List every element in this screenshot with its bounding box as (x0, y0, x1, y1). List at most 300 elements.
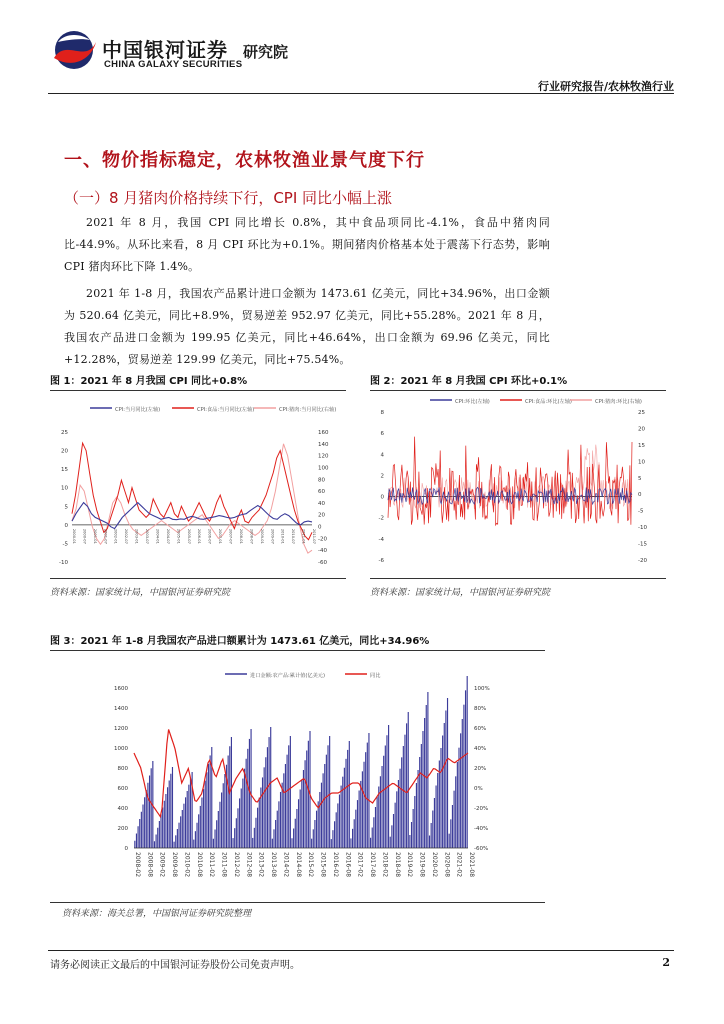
bar-import-cumulative (136, 834, 137, 849)
x-tick-label: 2000-01 (72, 528, 76, 544)
bar-import-cumulative (334, 821, 335, 848)
x-tick-label: 2008-08 (146, 852, 154, 878)
bar-import-cumulative (458, 748, 459, 848)
bar-import-cumulative (422, 731, 423, 848)
legend-label-0: CPI:环比(左轴) (455, 399, 490, 405)
y-tick-label: 100% (474, 686, 490, 692)
x-tick-label: 2011-02 (208, 852, 216, 878)
bar-import-cumulative (195, 831, 196, 848)
y-tick-label: 20 (61, 448, 68, 455)
bar-import-cumulative (203, 789, 204, 848)
y-tick-label: 0 (64, 522, 68, 529)
bar-import-cumulative (262, 777, 263, 848)
figure-2-bottom-rule (370, 578, 666, 579)
y-tick-label: 2 (380, 473, 384, 480)
bar-import-cumulative (355, 810, 356, 848)
bar-import-cumulative (265, 757, 266, 848)
bar-import-cumulative (183, 804, 184, 848)
bar-import-cumulative (457, 762, 458, 848)
bar-import-cumulative (221, 793, 222, 849)
bar-import-cumulative (170, 774, 171, 848)
bar-import-cumulative (431, 823, 432, 848)
x-tick-label: 2016-08 (344, 852, 352, 878)
bar-import-cumulative (359, 791, 360, 849)
bar-import-cumulative (347, 750, 348, 848)
bar-import-cumulative (396, 791, 397, 848)
bar-import-cumulative (267, 747, 268, 848)
bar-import-cumulative (229, 746, 230, 848)
bar-import-cumulative (272, 839, 273, 848)
x-tick-label: 2010-02 (183, 852, 191, 878)
y-tick-label: 200 (117, 826, 128, 832)
bar-import-cumulative (321, 783, 322, 848)
bar-import-cumulative (454, 791, 455, 848)
y-tick-label: 20 (318, 512, 325, 519)
y-tick-label: 4 (380, 452, 384, 459)
figure-3-title: 图 3：2021 年 1-8 月我国农产品进口额累计为 1473.61 亿美元，同比+34.96% (50, 636, 430, 647)
bar-import-cumulative (224, 774, 225, 848)
bar-import-cumulative (300, 790, 301, 849)
bar-import-cumulative (269, 737, 270, 848)
x-tick-label: 2007-01 (218, 528, 223, 544)
bar-import-cumulative (311, 839, 312, 848)
bar-import-cumulative (237, 808, 238, 848)
bar-import-cumulative (208, 764, 209, 848)
bar-import-cumulative (296, 809, 297, 848)
bar-import-cumulative (283, 773, 284, 848)
x-tick-label: 2019-08 (418, 852, 426, 878)
bar-import-cumulative (180, 816, 181, 848)
y-tick-label: -40% (474, 826, 489, 832)
x-tick-label: 2018-02 (381, 852, 389, 878)
bar-import-cumulative (326, 755, 327, 848)
bar-import-cumulative (341, 786, 342, 848)
x-tick-label: 2003-01 (134, 528, 139, 544)
figure-2-source: 资料来源：国家统计局，中国银河证券研究院 (370, 588, 551, 598)
footer-divider (48, 950, 674, 951)
bar-import-cumulative (439, 761, 440, 849)
bar-import-cumulative (436, 786, 437, 849)
y-tick-label: -40 (318, 548, 327, 555)
x-tick-label: 2001-01 (92, 528, 97, 544)
bar-import-cumulative (144, 797, 145, 848)
bar-import-cumulative (159, 821, 160, 848)
bar-import-cumulative (447, 698, 448, 848)
bar-import-cumulative (450, 819, 451, 848)
bar-import-cumulative (303, 770, 304, 848)
bar-import-cumulative (198, 814, 199, 848)
legend-label-2: CPI:猪肉:当月同比(右轴) (279, 407, 337, 413)
y-tick-label: 1400 (114, 706, 128, 712)
figure-3-top-rule (50, 650, 545, 651)
bar-import-cumulative (275, 820, 276, 848)
bar-import-cumulative (139, 819, 140, 848)
bar-import-cumulative (424, 718, 425, 848)
bar-import-cumulative (164, 801, 165, 848)
bar-import-cumulative (185, 797, 186, 848)
y-tick-label: -60% (474, 846, 489, 852)
brand-name-cn: 中国银河证券 (102, 38, 228, 62)
y-tick-label: 20% (474, 766, 487, 772)
y-tick-label: 40 (318, 500, 325, 507)
bar-import-cumulative (264, 767, 265, 848)
bar-import-cumulative (463, 705, 464, 848)
bar-import-cumulative (254, 828, 255, 848)
bar-import-cumulative (345, 759, 346, 848)
subsection-title: （一）8 月猪肉价格持续下行，CPI 同比小幅上涨 (64, 189, 393, 207)
bar-import-cumulative (309, 731, 310, 848)
bar-import-cumulative (247, 749, 248, 848)
y-tick-label: 25 (638, 410, 645, 416)
section-title: 一、物价指标稳定，农林牧渔业景气度下行 (64, 150, 425, 171)
x-tick-label: 2009-08 (171, 852, 179, 878)
bar-import-cumulative (246, 759, 247, 848)
bar-import-cumulative (182, 810, 183, 848)
x-tick-label: 2009-02 (158, 852, 166, 878)
y-tick-label: 120 (318, 453, 329, 460)
bar-import-cumulative (380, 776, 381, 848)
figure-1-title: 图 1：2021 年 8 月我国 CPI 同比+0.8% (50, 376, 248, 387)
bar-import-cumulative (385, 746, 386, 849)
x-tick-label: 2011-01 (301, 528, 306, 544)
x-tick-label: 2018-08 (393, 852, 401, 878)
x-tick-label: 2016-02 (331, 852, 339, 878)
bar-import-cumulative (350, 838, 351, 848)
bar-import-cumulative (175, 835, 176, 848)
bar-import-cumulative (206, 772, 207, 848)
bar-import-cumulative (313, 829, 314, 848)
brand-name-en: CHINA GALAXY SECURITIES (104, 59, 243, 70)
legend-label-1: 同比 (370, 673, 381, 679)
bar-import-cumulative (381, 766, 382, 848)
bar-import-cumulative (234, 828, 235, 848)
legend-label-1: CPI:食品:当月同比(左轴) (197, 407, 255, 413)
x-tick-label: 2001-07 (103, 528, 108, 544)
bar-import-cumulative (373, 817, 374, 848)
x-tick-label: 2017-02 (356, 852, 364, 878)
x-tick-label: 2021-08 (468, 852, 475, 878)
figure-1-chart (50, 392, 346, 576)
bar-import-cumulative (444, 723, 445, 848)
bar-import-cumulative (319, 792, 320, 848)
bar-import-cumulative (368, 733, 369, 848)
bar-import-cumulative (252, 838, 253, 848)
bar-import-cumulative (156, 835, 157, 849)
x-tick-label: 2013-08 (270, 852, 278, 878)
bar-import-cumulative (291, 838, 292, 848)
header-divider (48, 93, 674, 94)
bar-import-cumulative (239, 798, 240, 848)
bar-import-cumulative (349, 741, 350, 848)
bar-import-cumulative (160, 814, 161, 848)
bar-import-cumulative (231, 737, 232, 848)
y-tick-label: -2 (378, 515, 384, 522)
y-tick-label: 20 (638, 426, 645, 433)
bar-import-cumulative (455, 776, 456, 848)
bar-import-cumulative (323, 773, 324, 848)
figure-3-chart (50, 652, 545, 900)
bar-import-cumulative (399, 769, 400, 848)
bar-import-cumulative (157, 828, 158, 848)
y-tick-label: -5 (62, 541, 68, 548)
bar-import-cumulative (288, 745, 289, 848)
bar-import-cumulative (324, 764, 325, 848)
y-tick-label: 0 (638, 492, 642, 499)
bar-import-cumulative (462, 719, 463, 848)
bar-import-cumulative (287, 755, 288, 848)
bar-import-cumulative (241, 789, 242, 849)
bar-import-cumulative (375, 807, 376, 848)
bar-import-cumulative (395, 803, 396, 848)
bar-import-cumulative (403, 746, 404, 848)
x-tick-label: 2008-01 (238, 528, 243, 544)
y-tick-label: 0 (380, 494, 384, 501)
legend-label-0: 进口金额:农产品:累计值(亿美元) (250, 673, 325, 679)
bar-import-cumulative (278, 801, 279, 848)
bar-import-cumulative (442, 736, 443, 849)
bar-import-cumulative (427, 692, 428, 848)
figure-2-top-rule (370, 390, 666, 391)
bar-import-cumulative (305, 760, 306, 848)
y-tick-label: 160 (318, 430, 329, 436)
bar-import-cumulative (414, 796, 415, 848)
bar-import-cumulative (390, 837, 391, 848)
bar-import-cumulative (167, 787, 168, 848)
y-tick-label: 0% (474, 786, 483, 792)
figure-2-title: 图 2：2021 年 8 月我国 CPI 环比+0.1% (370, 376, 568, 387)
x-tick-label: 2019-02 (406, 852, 414, 878)
y-tick-label: 80 (318, 477, 325, 484)
bar-import-cumulative (134, 841, 135, 848)
y-tick-label: 5 (64, 504, 68, 511)
y-tick-label: -20% (474, 806, 489, 812)
y-tick-label: 6 (380, 431, 384, 438)
bar-import-cumulative (417, 770, 418, 848)
bar-import-cumulative (419, 757, 420, 848)
legend-label-1: CPI:食品:环比(左轴) (525, 399, 572, 405)
x-tick-label: 2002-01 (113, 528, 118, 544)
y-tick-label: 800 (117, 766, 128, 772)
bar-import-cumulative (460, 733, 461, 848)
x-tick-label: 2006-01 (197, 528, 202, 544)
page-number: 2 (662, 956, 670, 969)
bar-import-cumulative (201, 798, 202, 849)
x-tick-label: 2009-01 (259, 528, 264, 544)
bar-import-cumulative (440, 748, 441, 848)
x-tick-label: 2008-02 (134, 852, 141, 878)
figure-3-source: 资料来源：海关总署，中国银河证券研究院整理 (62, 909, 252, 919)
bar-import-cumulative (363, 762, 364, 848)
bar-import-cumulative (172, 767, 173, 848)
bar-import-cumulative (193, 840, 194, 848)
legend-label-2: CPI:猪肉:环比(右轴) (595, 399, 642, 405)
y-tick-label: 400 (117, 806, 128, 812)
x-tick-label: 2011-07 (312, 528, 316, 544)
y-tick-label: 0 (318, 524, 322, 531)
bar-import-cumulative (211, 747, 212, 848)
bar-import-cumulative (406, 723, 407, 848)
bar-import-cumulative (342, 777, 343, 848)
bar-import-cumulative (336, 812, 337, 848)
x-tick-label: 2010-07 (291, 528, 296, 544)
y-tick-label: 10 (61, 485, 68, 492)
bar-import-cumulative (228, 756, 229, 849)
x-tick-label: 2015-02 (307, 852, 315, 878)
y-tick-label: -20 (318, 536, 327, 543)
bar-import-cumulative (370, 838, 371, 848)
y-tick-label: -5 (638, 508, 644, 515)
y-tick-label: -20 (638, 558, 647, 564)
bar-import-cumulative (314, 820, 315, 848)
bar-import-cumulative (432, 811, 433, 849)
bar-import-cumulative (244, 769, 245, 848)
bar-import-cumulative (210, 755, 211, 848)
y-tick-label: 60% (474, 726, 487, 732)
bar-import-cumulative (213, 839, 214, 848)
bar-import-cumulative (259, 798, 260, 848)
bar-import-cumulative (218, 811, 219, 848)
bar-import-cumulative (357, 800, 358, 848)
x-tick-label: 2020-02 (430, 852, 438, 878)
bar-import-cumulative (452, 805, 453, 848)
bar-import-cumulative (178, 823, 179, 848)
bar-import-cumulative (360, 781, 361, 848)
x-tick-label: 2002-07 (124, 528, 129, 544)
x-tick-label: 2004-07 (165, 528, 170, 544)
bar-import-cumulative (398, 780, 399, 848)
y-tick-label: 15 (61, 467, 68, 474)
bar-import-cumulative (214, 830, 215, 849)
bar-import-cumulative (177, 829, 178, 848)
bar-import-cumulative (188, 785, 189, 848)
bar-import-cumulative (138, 826, 139, 848)
y-tick-label: -6 (378, 558, 384, 564)
bar-import-cumulative (316, 811, 317, 848)
bar-import-cumulative (413, 809, 414, 848)
y-tick-label: 10 (638, 459, 645, 466)
bar-import-cumulative (293, 829, 294, 849)
bar-import-cumulative (219, 802, 220, 848)
y-tick-label: -10 (59, 560, 68, 566)
bar-import-cumulative (308, 741, 309, 848)
bar-import-cumulative (280, 792, 281, 848)
y-tick-label: 8 (380, 410, 384, 416)
bar-import-cumulative (187, 791, 188, 848)
x-tick-label: 2014-08 (294, 852, 302, 878)
bar-import-cumulative (352, 829, 353, 848)
bar-import-cumulative (378, 787, 379, 849)
bar-import-cumulative (151, 768, 152, 848)
bar-import-cumulative (165, 794, 166, 848)
x-tick-label: 2009-07 (270, 528, 275, 544)
company-logo-icon (48, 28, 100, 72)
bar-import-cumulative (146, 790, 147, 848)
x-tick-label: 2011-08 (220, 852, 228, 878)
figure-1-bottom-rule (50, 578, 346, 579)
bar-import-cumulative (196, 823, 197, 848)
bar-import-cumulative (372, 828, 373, 849)
y-tick-label: 25 (61, 430, 68, 436)
x-tick-label: 2012-02 (232, 852, 240, 878)
bar-import-cumulative (377, 797, 378, 848)
y-tick-label: 40% (474, 746, 487, 752)
bar-import-cumulative (174, 842, 175, 848)
bar-import-cumulative (205, 781, 206, 848)
bar-import-cumulative (295, 819, 296, 848)
bar-import-cumulative (223, 783, 224, 848)
bar-import-cumulative (301, 780, 302, 848)
x-tick-label: 2007-07 (228, 528, 233, 544)
y-tick-label: 1600 (114, 686, 128, 692)
bar-import-cumulative (449, 834, 450, 848)
figure-1-source: 资料来源：国家统计局，中国银河证券研究院 (50, 588, 231, 598)
figure-1-top-rule (50, 390, 346, 391)
y-tick-label: 5 (638, 475, 642, 482)
figure-3-bottom-rule (50, 902, 545, 903)
y-tick-label: 1200 (114, 726, 128, 732)
bar-import-cumulative (147, 783, 148, 848)
x-tick-label: 2005-01 (176, 528, 181, 544)
bar-import-cumulative (367, 743, 368, 848)
bar-import-cumulative (270, 727, 271, 848)
x-tick-label: 2010-01 (280, 528, 285, 544)
bar-import-cumulative (277, 811, 278, 848)
bar-import-cumulative (429, 836, 430, 849)
footer-disclaimer: 请务必阅读正文最后的中国银河证券股份公司免责声明。 (50, 960, 300, 971)
bar-import-cumulative (344, 768, 345, 848)
bar-import-cumulative (411, 822, 412, 848)
x-tick-label: 2006-07 (207, 528, 212, 544)
bar-import-cumulative (298, 799, 299, 848)
bar-import-cumulative (354, 819, 355, 848)
x-tick-label: 2004-01 (155, 528, 160, 544)
report-type-label: 行业研究报告/农林牧渔行业 (537, 80, 674, 93)
bar-import-cumulative (437, 773, 438, 848)
bar-import-cumulative (445, 711, 446, 849)
brand-institute: 研究院 (243, 43, 289, 61)
bar-import-cumulative (365, 752, 366, 848)
x-tick-label: 2010-08 (195, 852, 203, 878)
x-tick-label: 2012-08 (245, 852, 253, 878)
bar-import-cumulative (434, 798, 435, 848)
bar-import-cumulative (329, 736, 330, 848)
legend-label-0: CPI:当月同比(左轴) (115, 407, 161, 413)
bar-import-cumulative (421, 744, 422, 848)
x-tick-label: 2017-08 (369, 852, 377, 878)
bar-import-cumulative (393, 814, 394, 848)
bar-import-cumulative (401, 757, 402, 848)
bar-import-cumulative (362, 771, 363, 848)
bar-import-cumulative (465, 690, 466, 848)
y-tick-label: -4 (378, 536, 384, 543)
bar-import-cumulative (285, 764, 286, 848)
bar-import-cumulative (332, 830, 333, 848)
y-tick-label: 100 (318, 465, 329, 472)
x-tick-label: 2005-07 (186, 528, 191, 544)
x-tick-label: 2014-02 (282, 852, 290, 878)
bar-import-cumulative (416, 783, 417, 848)
bar-import-cumulative (337, 803, 338, 848)
x-tick-label: 2013-02 (257, 852, 265, 878)
bar-import-cumulative (386, 735, 387, 848)
bar-import-cumulative (467, 676, 468, 848)
bar-import-cumulative (149, 776, 150, 849)
y-tick-label: -15 (638, 541, 647, 548)
y-tick-label: 1000 (114, 746, 128, 752)
x-tick-label: 2020-08 (443, 852, 451, 878)
x-tick-label: 2008-07 (249, 528, 254, 544)
x-tick-label: 2003-07 (145, 528, 150, 544)
